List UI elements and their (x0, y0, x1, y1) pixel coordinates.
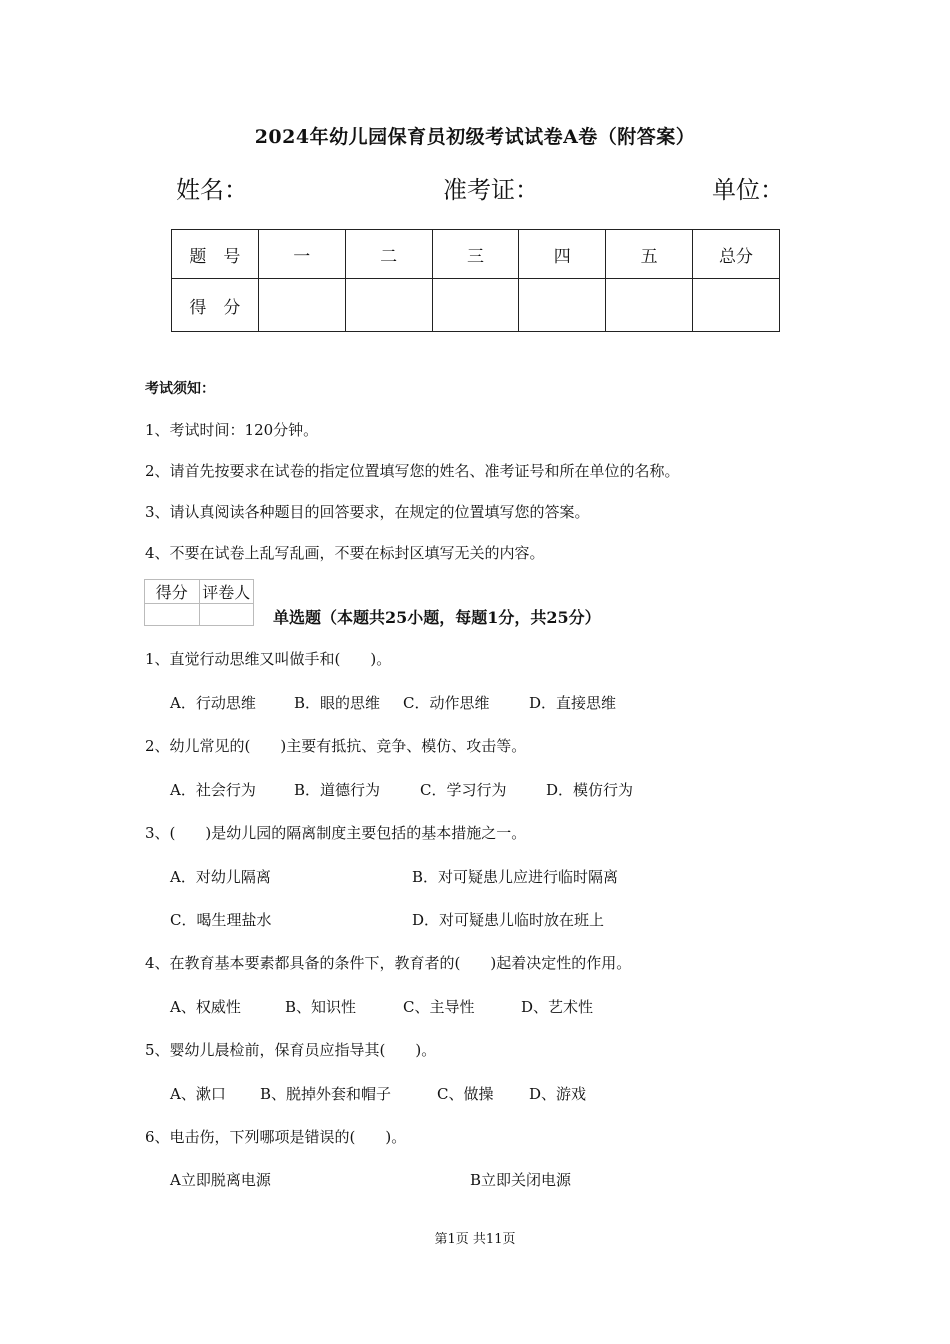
question-stem: 1、直觉行动思维又叫做手和( )。 (145, 650, 392, 668)
answer-option[interactable]: D、游戏 (529, 1085, 587, 1103)
notice-item: 2、请首先按要求在试卷的指定位置填写您的姓名、准考证号和所在单位的名称。 (145, 462, 680, 480)
name-field-label: 姓名： (176, 176, 248, 204)
answer-option[interactable]: B．道德行为 (294, 781, 381, 799)
unit-field-label: 单位： (712, 176, 784, 204)
grader-score-label: 得分 (145, 580, 200, 604)
score-table-cell: 三 (432, 230, 519, 279)
answer-option[interactable]: A、权威性 (170, 998, 241, 1016)
answer-option[interactable]: A立即脱离电源 (170, 1171, 271, 1189)
answer-option[interactable]: B、知识性 (285, 998, 357, 1016)
score-entry-cell[interactable] (258, 279, 345, 332)
score-entry-cell[interactable] (345, 279, 432, 332)
score-entry-cell[interactable] (606, 279, 693, 332)
answer-option[interactable]: D、艺术性 (521, 998, 594, 1016)
score-entry-cell[interactable] (432, 279, 519, 332)
answer-option[interactable]: B立即关闭电源 (470, 1171, 572, 1189)
score-entry-cell[interactable] (693, 279, 780, 332)
notice-title: 考试须知： (145, 381, 215, 397)
grader-box (144, 579, 254, 626)
answer-option[interactable]: C．学习行为 (420, 781, 507, 799)
exam-id-field-label: 准考证： (443, 176, 539, 204)
score-table-cell: 二 (345, 230, 432, 279)
answer-option[interactable]: C．喝生理盐水 (170, 911, 272, 929)
score-table-score-row (172, 279, 780, 332)
grader-score-cell[interactable] (145, 604, 200, 626)
grader-name-label: 评卷人 (199, 580, 254, 604)
answer-option[interactable]: D．对可疑患儿临时放在班上 (412, 911, 605, 929)
score-table-cell: 五 (606, 230, 693, 279)
answer-option[interactable]: D．直接思维 (529, 694, 617, 712)
question-stem: 5、婴幼儿晨检前，保育员应指导其( )。 (145, 1041, 437, 1059)
score-table-cell: 总分 (693, 230, 780, 279)
question-stem: 2、幼儿常见的( )主要有抵抗、竞争、模仿、攻击等。 (145, 737, 527, 755)
score-table-cell: 得 分 (172, 279, 259, 332)
answer-option[interactable]: C．动作思维 (403, 694, 490, 712)
score-table-cell: 四 (519, 230, 606, 279)
answer-option[interactable]: A、漱口 (170, 1085, 226, 1103)
answer-option[interactable]: C、做操 (437, 1085, 494, 1103)
exam-title: 2024年幼儿园保育员初级考试试卷A卷（附答案） (254, 126, 696, 148)
score-entry-cell[interactable] (519, 279, 606, 332)
score-table-cell: 一 (258, 230, 345, 279)
notice-item: 4、不要在试卷上乱写乱画，不要在标封区填写无关的内容。 (145, 544, 545, 562)
score-table-cell: 题 号 (172, 230, 259, 279)
answer-option[interactable]: B．对可疑患儿应进行临时隔离 (412, 868, 619, 886)
question-stem: 6、电击伤，下列哪项是错误的( )。 (145, 1128, 407, 1146)
answer-option[interactable]: B．眼的思维 (294, 694, 381, 712)
answer-option[interactable]: A．社会行为 (170, 781, 256, 799)
question-stem: 4、在教育基本要素都具备的条件下，教育者的( )起着决定性的作用。 (145, 954, 632, 972)
notice-item: 1、考试时间：120分钟。 (145, 421, 319, 439)
grader-name-cell[interactable] (199, 604, 254, 626)
page-number: 第1页 共11页 (434, 1232, 516, 1247)
score-table (171, 229, 780, 332)
answer-option[interactable]: B、脱掉外套和帽子 (260, 1085, 392, 1103)
answer-option[interactable]: A．行动思维 (170, 694, 256, 712)
question-stem: 3、( )是幼儿园的隔离制度主要包括的基本措施之一。 (145, 824, 527, 842)
notice-item: 3、请认真阅读各种题目的回答要求，在规定的位置填写您的答案。 (145, 503, 590, 521)
score-table-header-row (172, 230, 780, 279)
section-title: 单选题（本题共25小题，每题1分，共25分） (273, 608, 601, 627)
answer-option[interactable]: D．模仿行为 (546, 781, 634, 799)
answer-option[interactable]: A．对幼儿隔离 (170, 868, 271, 886)
answer-option[interactable]: C、主导性 (403, 998, 475, 1016)
